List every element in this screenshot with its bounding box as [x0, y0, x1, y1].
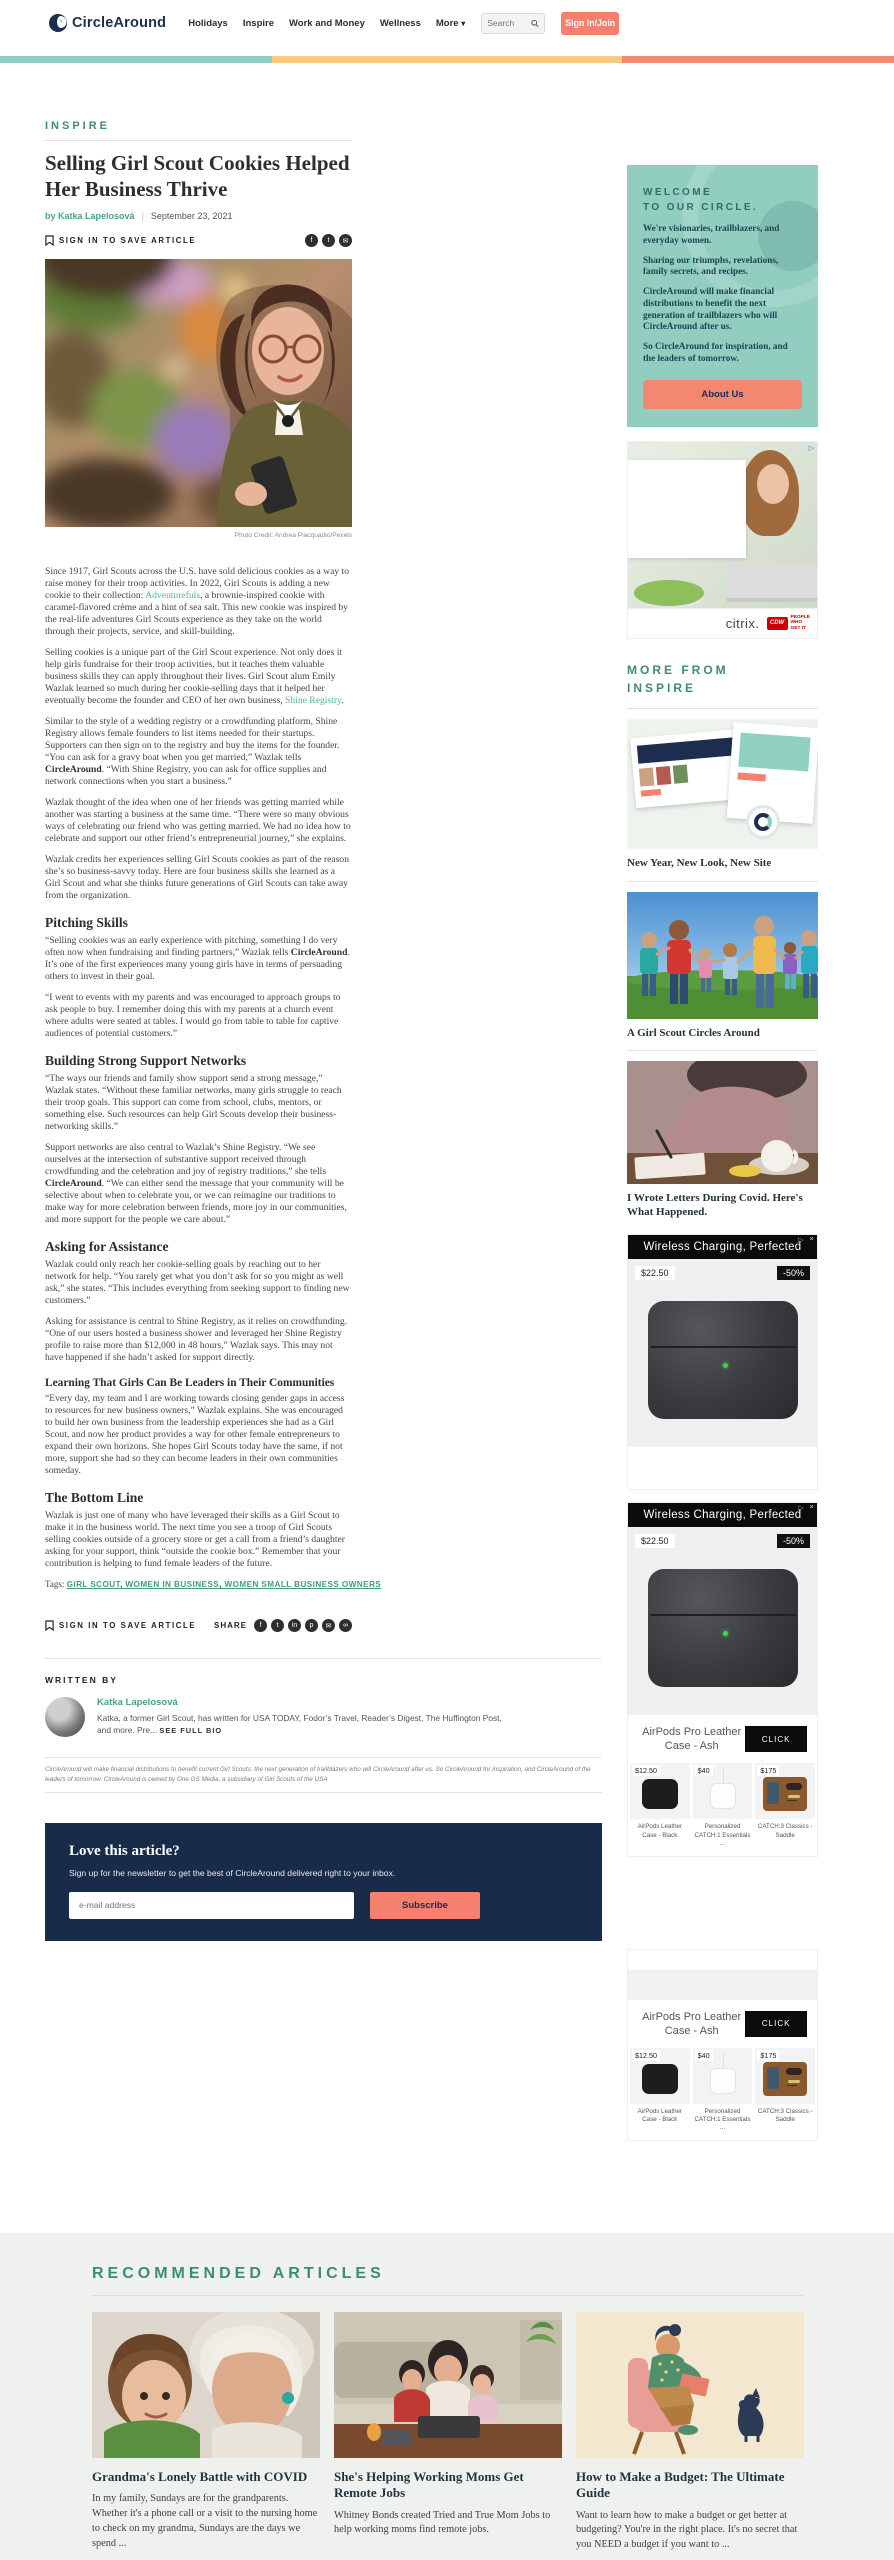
share-icons	[305, 234, 352, 247]
card-title[interactable]: New Year, New Look, New Site	[627, 856, 772, 869]
card-title[interactable]: How to Make a Budget: The Ultimate Guide	[576, 2469, 785, 2501]
citrix-logo: citrix.	[725, 615, 760, 631]
article-paragraph	[45, 566, 352, 638]
grandma-art	[92, 2312, 320, 2458]
sidebar	[627, 165, 818, 2141]
article-paragraph	[45, 647, 352, 707]
welcome-heading: WELCOME TO OUR CIRCLE.	[643, 187, 759, 213]
product-name: Personalized CATCH:1 Essentials ...	[694, 1823, 751, 1847]
ad-product[interactable]	[755, 1763, 815, 1847]
ad-product-title: AirPods Pro Leather Case - Ash	[642, 1725, 742, 1753]
stripe-teal	[0, 56, 272, 63]
ad-photo-shape	[727, 564, 817, 598]
black-case-image	[642, 2064, 678, 2094]
brand-logo[interactable]	[48, 13, 166, 33]
stripe-coral	[622, 56, 894, 63]
paragraph-text: , a brownie-inspired cookie with caramel-flavored crème and a hint of sea salt. This new cookie was inspired by the real-life adventures Girl Scouts experience as they take on the world through their projects, service, and skill-building.	[45, 590, 348, 638]
category-label[interactable]: INSPIRE	[45, 120, 111, 132]
product-price: $40	[695, 1765, 713, 1776]
ad-click-button[interactable]: CLICK	[745, 1726, 807, 1752]
ad-title-row	[628, 2000, 817, 2045]
ad-photo-shape	[757, 464, 789, 504]
card-title[interactable]: She's Helping Working Moms Get Remote Jobs	[334, 2469, 524, 2501]
leather-tray-image	[763, 1777, 807, 1811]
collage-teal-block	[738, 732, 810, 771]
ad-product-photo	[628, 1259, 817, 1447]
article-paragraph	[45, 854, 352, 902]
collage-navy-bar	[637, 736, 746, 763]
ad-product[interactable]	[630, 2048, 690, 2132]
discount-chip: -50%	[777, 1266, 810, 1280]
hero-image-art	[45, 259, 352, 527]
paragraph-text: Asking for assistance is central to Shine Registry, as it relies on crowdfunding. “One of our users hosted a business shower and leveraged her Shine Registry profile to raise more than $12,000 in 48 hours,” Wazlak says. This may not have happened if she hadn’t asked for support directly.	[45, 1316, 348, 1364]
airpods-case-image	[648, 1569, 798, 1687]
email-field[interactable]	[69, 1892, 354, 1919]
card-image-writing-letters	[627, 1061, 818, 1184]
email-icon[interactable]: ✉	[339, 234, 352, 247]
product-name: CATCH:3 Classics - Saddle	[757, 1823, 813, 1839]
newsletter-text: Sign up for the newsletter to get the best of CircleAround delivered right to your inbox.	[69, 1867, 396, 1878]
nav-work-and-money[interactable]: Work and Money	[289, 17, 365, 29]
recommended-article-budget[interactable]	[576, 2312, 804, 2553]
search-icon	[531, 19, 539, 28]
writer-info	[97, 1697, 505, 1737]
tag-women-small-business-owners[interactable]: WOMEN SMALL BUSINESS OWNERS	[224, 1580, 382, 1590]
card-title[interactable]: I Wrote Letters During Covid. Here's What Happened.	[627, 1192, 803, 1219]
card-image-site-collage	[627, 719, 818, 849]
article-paragraph	[45, 1259, 352, 1307]
card-excerpt: Want to learn how to make a budget or get better at budgeting? You're in the right place. It's no secret that you NEED a budget if you want to ...	[576, 2509, 798, 2551]
publish-date: September 23, 2021	[150, 211, 233, 222]
welcome-text: CircleAround will make financial distributions to benefit the next generation of trailblazers who will CircleAround after us.	[643, 286, 778, 332]
card-image-budget-illustration	[576, 2312, 804, 2458]
paragraph-text: Support networks are also central to Wazlak’s Shine Registry. “We see ourselves at the intersection of substantive support received through crowdfunding and the celebration and joy of registry traditions,” she tells	[45, 1142, 327, 1178]
twitter-icon[interactable]: t	[322, 234, 335, 247]
card-excerpt: Whitney Bonds created Tried and True Mom Jobs to help working moms find remote jobs.	[334, 2509, 551, 2536]
adchoices-icon[interactable]: ▷	[808, 444, 814, 452]
nav-inspire[interactable]: Inspire	[242, 17, 275, 29]
divider	[627, 1050, 818, 1051]
article-paragraph	[45, 1510, 352, 1570]
ad-product[interactable]	[693, 2048, 753, 2132]
section-heading: The Bottom Line	[45, 1490, 144, 1506]
article-paragraph	[45, 1073, 352, 1133]
ad-product[interactable]	[755, 2048, 815, 2132]
save-article-button[interactable]: SIGN IN TO SAVE ARTICLE	[45, 235, 196, 246]
brand-stripe	[0, 56, 894, 63]
charging-pad-image	[710, 2068, 736, 2094]
article-paragraph	[45, 992, 352, 1040]
search-input[interactable]	[487, 18, 531, 28]
writer-name[interactable]: Katka Lapelosová	[97, 1697, 178, 1709]
leather-tray-image	[763, 2062, 807, 2096]
kids-circle-art	[627, 892, 818, 1019]
divider	[45, 140, 352, 141]
tag-women-in-business[interactable]: WOMEN IN BUSINESS ,	[125, 1580, 224, 1589]
sign-in-join-button[interactable]: Sign In/Join	[561, 12, 619, 35]
main-nav	[188, 18, 465, 29]
inline-link[interactable]: Adventurefuls	[145, 590, 201, 602]
author-link[interactable]: by Katka Lapelosová	[45, 211, 135, 222]
card-title[interactable]: Grandma's Lonely Battle with COVID	[92, 2469, 308, 2484]
welcome-box	[627, 165, 818, 427]
subscribe-button[interactable]: Subscribe	[370, 1892, 480, 1919]
paragraph-text: Similar to the style of a wedding registry or a crowdfunding platform, Shine Registry allows female founders to list items needed for their startups. Supporters can then sign on to the registry and buy the items for the founder. “You can ask for a gravy boat when you get married,” Wazlak tells	[45, 716, 340, 764]
ad-photo-shape	[634, 580, 704, 606]
close-icon[interactable]: ×	[809, 1503, 814, 1511]
airpods-case-image	[648, 1301, 798, 1419]
sidebar-article-new-site[interactable]	[627, 719, 818, 871]
author-avatar[interactable]	[45, 1697, 85, 1737]
site-header	[0, 0, 894, 46]
wireless-ad-3[interactable]	[627, 1949, 818, 2142]
about-us-button[interactable]: About Us	[643, 380, 802, 409]
collage-circle-logo	[746, 805, 780, 839]
ad-product[interactable]	[693, 1763, 753, 1847]
save-share-row	[45, 234, 352, 247]
section-heading: Asking for Assistance	[45, 1239, 169, 1255]
divider	[627, 881, 818, 882]
share-group	[214, 1619, 352, 1632]
link-icon[interactable]: ∞	[339, 1619, 352, 1632]
paragraph-text: “Every day, my team and I are working towards closing gender gaps in access to resources for new business owners,” Wazlak explains. She was encouraged to build her own business from the leadership experiences she had as a Girl Scout, and now her product provides a way for other female entrepreneurs to expand their own horizons. She hopes Girl Scouts today have the same, if not more, support she had so they can become leaders in their own communities someday.	[45, 1393, 345, 1477]
product-price: $40	[695, 2050, 713, 2061]
welcome-text: So CircleAround for inspiration, and the leaders of tomorrow.	[643, 341, 788, 363]
ad-products-row	[628, 1759, 817, 1855]
byline	[45, 211, 602, 221]
citrix-ad[interactable]	[627, 441, 818, 639]
see-full-bio-link[interactable]: SEE FULL BIO	[159, 1726, 223, 1736]
save-article-button-bottom[interactable]: SIGN IN TO SAVE ARTICLE	[45, 1620, 196, 1631]
citrix-logo-strip	[628, 608, 817, 638]
card-image-kids-circle	[627, 892, 818, 1019]
product-price: $175	[757, 1765, 779, 1776]
card-title[interactable]: A Girl Scout Circles Around	[627, 1026, 760, 1039]
card-excerpt: In my family, Sundays are for the grandparents. Whether it's a phone call or a visit to the nursing home to check on my grandma, Sundays are the days we spend ...	[92, 2493, 318, 2550]
paragraph-text: .	[341, 695, 344, 707]
article-column	[45, 120, 602, 1941]
paragraph-text: “The ways our friends and family show support send a strong message,” Wazlak states. “Without these familiar networks, many girls struggle to reach their troop goals. This support can come from school, clubs, mentors, or something else. Such resources can help Girl Scouts develop their business-networking skills.”	[45, 1073, 342, 1133]
close-icon[interactable]: ×	[809, 1235, 814, 1243]
facebook-icon[interactable]: f	[254, 1619, 267, 1632]
section-heading: Pitching Skills	[45, 915, 128, 931]
article-paragraph	[45, 1316, 352, 1364]
product-name: CATCH:3 Classics - Saddle	[757, 2108, 813, 2124]
recommended-heading: RECOMMENDED ARTICLES	[92, 2265, 385, 2282]
recommended-article-remote-jobs[interactable]	[334, 2312, 562, 2553]
ad-spacer	[628, 1950, 817, 1970]
price-chip: $22.50	[635, 1266, 675, 1280]
black-case-image	[642, 1779, 678, 1809]
article-paragraph	[45, 1142, 352, 1226]
newsletter-title: Love this article?	[69, 1842, 180, 1859]
sidebar-article-wrote-letters[interactable]	[627, 1061, 818, 1220]
paragraph-text: Wazlak credits her experiences selling Girl Scouts cookies as part of the reason she’s so business-savvy today. Here are four business skills she learned as a Girl Scout and what she thinks future generations of Girl Scouts can take away from the organization.	[45, 854, 349, 902]
section-heading: Learning That Girls Can Be Leaders in Their Communities	[45, 1377, 335, 1390]
product-image	[630, 2048, 690, 2104]
bookmark-icon	[45, 235, 54, 246]
discount-chip: -50%	[777, 1534, 810, 1548]
nav-more[interactable]: More ▾	[435, 17, 466, 29]
bold-brand-text: CircleAround	[290, 947, 348, 959]
chevron-down-icon: ▾	[461, 18, 466, 28]
paragraph-text: Selling cookies is a unique part of the Girl Scout experience. Not only does it help girls fundraise for their troop activities, but it teaches them valuable business skills they can apply throughout their lives. Girl Scout alum Emily Wazlak learned so much during her cookie-selling days that it helped her eventually become the founder and CEO of her own business,	[45, 647, 343, 707]
collage-coral-button	[641, 789, 661, 797]
nav-holidays[interactable]: Holidays	[188, 17, 228, 29]
product-image	[755, 1763, 815, 1819]
divider	[627, 708, 818, 709]
product-price: $175	[757, 2050, 779, 2061]
email-icon[interactable]: ✉	[322, 1619, 335, 1632]
stripe-yellow	[272, 56, 622, 63]
ad-photo-bottom	[628, 1970, 817, 2000]
product-price: $12.50	[632, 2050, 660, 2061]
article-paragraph	[45, 797, 352, 845]
product-price: $12.50	[632, 1765, 660, 1776]
welcome-text: Sharing our triumphs, revelations, family secrets, and recipes.	[643, 254, 779, 277]
price-chip: $22.50	[635, 1534, 675, 1548]
tag-girl-scout[interactable]: GIRL SCOUT ,	[67, 1580, 126, 1589]
brand-name: CircleAround	[72, 15, 167, 31]
ad-title-row	[628, 1715, 817, 1760]
product-name: Personalized CATCH:1 Essentials ...	[694, 2108, 751, 2132]
cdw-logo: CDW PEOPLE WHO GET IT	[767, 615, 810, 632]
tags-row	[45, 1579, 382, 1590]
family-art	[334, 2312, 562, 2458]
letters-art	[627, 1061, 818, 1184]
ad-banner: Wireless Charging, Perfected ▷ ×	[628, 1235, 817, 1259]
writer-card	[45, 1697, 505, 1737]
tags-label: Tags:	[45, 1579, 65, 1590]
recommended-article-grandma[interactable]	[92, 2312, 320, 2553]
newsletter-form	[69, 1892, 578, 1919]
facebook-icon[interactable]: f	[305, 234, 318, 247]
wireless-ad-1[interactable]	[627, 1234, 818, 1490]
bold-brand-text: CircleAround	[45, 1178, 102, 1190]
ad-overlay-card	[628, 460, 746, 558]
financial-disclaimer: CircleAround will make financial distributions to benefit current Girl Scouts: the next generation of trailblazers who will CircleAround after us. So CircleAround for inspiration, and CircleAround of the leaders of tomorrow. CircleAround is owned by One GS Media, a subsidiary of Girl Scouts of the USA	[45, 1757, 602, 1793]
adchoices-icon[interactable]: ▷	[798, 1236, 804, 1244]
recommended-section	[0, 2233, 894, 2560]
sidebar-article-girl-scout-circles[interactable]	[627, 892, 818, 1041]
paragraph-text: Wazlak is just one of many who have leveraged their skills as a Girl Scout to make it in the business world. The next time you see a troop of Girl Scouts selling cookies outside of a grocery store or get a call from a friend’s daughter asking for your support, think “outside the cookie box.” Remember that your contribution is helping to fund female leaders of the future.	[45, 1510, 345, 1570]
product-image	[630, 1763, 690, 1819]
product-image	[693, 1763, 753, 1819]
paragraph-text: . “We can either send the message that your community will be selective about when to celebrate you, or we can reimagine our traditions to make way for more celebration between friends, more joy in our communities, and more support for the people we care about.”	[45, 1178, 347, 1226]
ad-spacer	[628, 1447, 817, 1489]
paragraph-text: . “With Shine Registry, you can ask for office supplies and network connections when you start a business.”	[45, 764, 327, 788]
card-image-grandma	[92, 2312, 320, 2458]
written-by-label: WRITTEN BY	[45, 1675, 118, 1686]
paragraph-text: Wazlak could only reach her cookie-selling goals by reaching out to her network for help. “You rarely get what you don’t ask for so you might as well ask,” she states. “This includes everything from seeking support to finding new customers.”	[45, 1259, 350, 1307]
more-from-inspire-heading: MORE FROM INSPIRE	[627, 662, 729, 696]
article-paragraph	[45, 1393, 352, 1477]
divider	[45, 1658, 602, 1659]
card-image-family-laptop	[334, 2312, 562, 2458]
citrix-ad-photo	[628, 442, 817, 608]
article-body	[45, 566, 352, 1570]
paragraph-text: Wazlak thought of the idea when one of her friends was getting married while another was starting a business at the same time. “There were so many obvious ways of celebrating our friend who was getting married. We had no idea how to celebrate and support our other friend’s entrepreneurial journey,” she explains.	[45, 797, 351, 845]
article-title: Selling Girl Scout Cookies Helped Her Business Thrive	[45, 151, 350, 201]
photo-credit: Photo Credit: Andrea Piacquadio/Pexels	[234, 532, 352, 540]
product-name: AirPods Leather Case - Black	[637, 1823, 683, 1839]
byline-separator: |	[141, 211, 144, 222]
budget-art	[576, 2312, 804, 2458]
collage-coral-block	[737, 772, 765, 781]
ad-product-photo	[628, 1527, 817, 1715]
newsletter-box	[45, 1823, 602, 1941]
writer-bio: Katka, a former Girl Scout, has written for USA TODAY, Fodor’s Travel, Reader’s Digest, The Huffington Post, and more. Pre... SEE FULL BIO	[97, 1713, 502, 1736]
twitter-icon[interactable]: t	[271, 1619, 284, 1632]
divider	[92, 2295, 803, 2296]
inline-link[interactable]: Shine Registry	[285, 695, 342, 707]
article-paragraph	[45, 716, 352, 788]
recommended-cards	[92, 2312, 803, 2553]
article-paragraph	[45, 935, 352, 983]
paragraph-text: “I went to events with my parents and was encouraged to approach groups to ask people to buy. I remember doing this with my parents at a church event where adults were seated at tables. I would go from table to table for captive audiences of potential customers.”	[45, 992, 341, 1040]
ad-product-title: AirPods Pro Leather Case - Ash	[642, 2010, 742, 2037]
nav-wellness[interactable]: Wellness	[379, 17, 421, 29]
welcome-text: We're visionaries, trailblazers, and everyday women.	[643, 223, 780, 245]
bookmark-icon	[45, 1620, 54, 1631]
linkedin-icon[interactable]: in	[288, 1619, 301, 1632]
ad-click-button[interactable]: CLICK	[745, 2011, 807, 2037]
save-share-row-bottom	[45, 1619, 352, 1632]
ad-products-row	[628, 2044, 817, 2140]
share-label: SHARE	[213, 1621, 247, 1631]
paragraph-text: “Selling cookies was an early experience with pitching, something I do very often now when fundraising and finding partners,” Wazlak tells	[45, 935, 338, 959]
product-name: AirPods Leather Case - Black	[637, 2108, 683, 2124]
paragraph-text: . It’s one of the first experiences many young girls have in terms of persuading others to invest in their goal.	[45, 947, 350, 983]
wireless-ad-2[interactable]	[627, 1502, 818, 1857]
product-image	[755, 2048, 815, 2104]
search-box[interactable]	[481, 13, 545, 34]
product-image	[693, 2048, 753, 2104]
bold-brand-text: CircleAround	[45, 764, 102, 776]
hero-image	[45, 259, 352, 527]
charging-pad-image	[710, 1783, 736, 1809]
brand-logo-icon	[48, 13, 68, 33]
paragraph-text: Since 1917, Girl Scouts across the U.S. have sold delicious cookies as a way to raise money for their troop activities. In 2022, Girl Scouts is adding a new cookie to their collection:	[45, 566, 350, 602]
ad-banner: Wireless Charging, Perfected ▷ ×	[628, 1503, 817, 1527]
ad-product[interactable]	[630, 1763, 690, 1847]
section-heading: Building Strong Support Networks	[45, 1053, 247, 1069]
adchoices-icon[interactable]: ▷	[798, 1504, 804, 1512]
pinterest-icon[interactable]: p	[305, 1619, 318, 1632]
